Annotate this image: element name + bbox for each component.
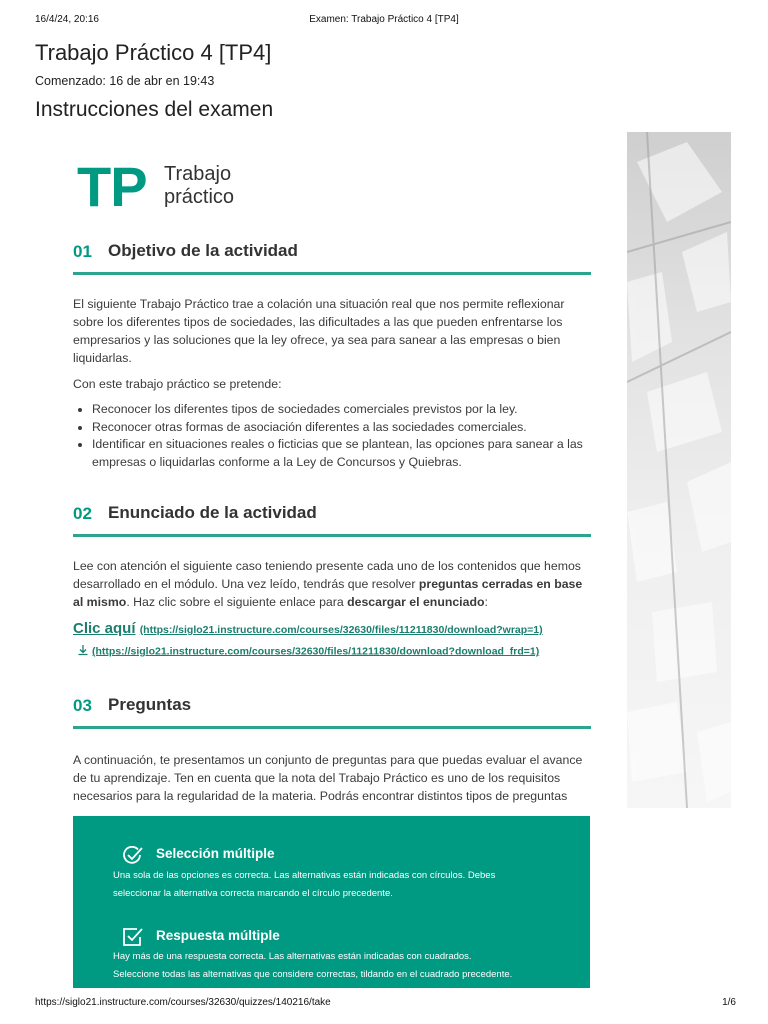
section-number: 03 bbox=[73, 696, 92, 715]
list-item: • Reconocer los diferentes tipos de sociedades comerciales previstos por la ley. bbox=[92, 401, 610, 419]
direct-download-row bbox=[77, 644, 539, 659]
question-type-description bbox=[113, 948, 573, 984]
download-link-row bbox=[73, 620, 543, 637]
print-page-number: 1/6 bbox=[722, 997, 736, 1008]
section-number: 01 bbox=[73, 242, 92, 261]
decorative-architecture-image bbox=[627, 132, 731, 808]
statement-bold-2: descargar el enunciado bbox=[347, 595, 485, 609]
list-item: • Reconocer otras formas de asociación diferentes a las sociedades comerciales. bbox=[92, 419, 610, 437]
question-type-title: Respuesta múltiple bbox=[156, 928, 280, 943]
description-line: Seleccione todas las alternativas que considere correctas, tildando en el cuadrado precedente. bbox=[113, 969, 513, 980]
objective-paragraph: El siguiente Trabajo Práctico trae a colación una situación real que nos permite reflexionar sobre los diferentes tipos de sociedades, las dificultades a las que pueden enfrentarse los empresarios y las soluciones que la ley ofrece, ya sea para sanear a las empresas o bien liquidarlas. bbox=[73, 297, 565, 365]
question-type-title: Selección múltiple bbox=[156, 846, 275, 861]
section-03-header bbox=[73, 690, 591, 729]
statement-bold-1: preguntas cerradas en base al mismo bbox=[73, 577, 583, 609]
section-02-header bbox=[73, 498, 591, 537]
description-line: Hay más de una respuesta correcta. Las alternativas están indicadas con cuadrados. bbox=[113, 951, 472, 962]
list-item: • Identificar en situaciones reales o ficticias que se plantean, las opciones para sanear a las empresas o liquidarlas conforme a la Ley de Concursos y Quiebras. bbox=[92, 436, 610, 471]
statement-text-b: . Haz clic sobre el siguiente enlace para bbox=[126, 595, 348, 609]
section-title: Preguntas bbox=[108, 695, 192, 714]
page-title: Trabajo Práctico 4 [TP4] bbox=[35, 40, 272, 65]
tp-logo-line1: Trabajo bbox=[164, 163, 232, 185]
wrap-download-url-link[interactable]: (https://siglo21.instructure.com/courses/32630/files/11211830/download?wrap=1) bbox=[139, 624, 543, 636]
statement-text-c: : bbox=[484, 595, 488, 609]
print-url: https://siglo21.instructure.com/courses/32630/quizzes/140216/take bbox=[35, 997, 331, 1008]
started-timestamp: Comenzado: 16 de abr en 19:43 bbox=[35, 74, 215, 88]
description-line: seleccionar la alternativa correcta marcando el círculo precedente. bbox=[113, 888, 393, 899]
direct-download-url-link[interactable]: (https://siglo21.instructure.com/courses/32630/files/11211830/download?download_frd=1) bbox=[92, 645, 540, 658]
print-datetime: 16/4/24, 20:16 bbox=[35, 14, 99, 25]
tp-logo-mark: TP bbox=[77, 155, 147, 218]
objective-intro: Con este trabajo práctico se pretende: bbox=[73, 377, 282, 391]
statement-paragraph bbox=[73, 557, 591, 611]
objective-bullets bbox=[73, 401, 610, 471]
tp-logo-line2: práctico bbox=[164, 186, 235, 208]
section-01-header bbox=[73, 236, 591, 275]
download-icon[interactable] bbox=[77, 644, 89, 659]
description-line: Una sola de las opciones es correcta. Las alternativas están indicadas con círculos. Debes bbox=[113, 870, 496, 881]
section-title: Objetivo de la actividad bbox=[108, 241, 298, 260]
section-number: 02 bbox=[73, 504, 92, 523]
tp-logo-text bbox=[164, 163, 234, 209]
instructions-title: Instrucciones del examen bbox=[35, 98, 274, 121]
statement-text-a: Lee con atención el siguiente caso teniendo presente cada uno de los contenidos que hemos desarrollado en el módulo. Una vez leído, tendrás que resolver bbox=[73, 559, 581, 591]
question-types-panel bbox=[73, 816, 590, 988]
question-type-description bbox=[113, 867, 573, 903]
print-doc-title: Examen: Trabajo Práctico 4 [TP4] bbox=[309, 14, 459, 25]
questions-paragraph: A continuación, te presentamos un conjunto de preguntas para que puedas evaluar el avance de tu aprendizaje. Ten en cuenta que la nota del Trabajo Práctico es uno de los requisitos necesarios para la regularidad de la materia. Podrás encontrar distintos tipos de preguntas bbox=[73, 753, 583, 803]
section-title: Enunciado de la actividad bbox=[108, 503, 317, 522]
clic-aqui-link[interactable]: Clic aquí bbox=[73, 620, 136, 637]
